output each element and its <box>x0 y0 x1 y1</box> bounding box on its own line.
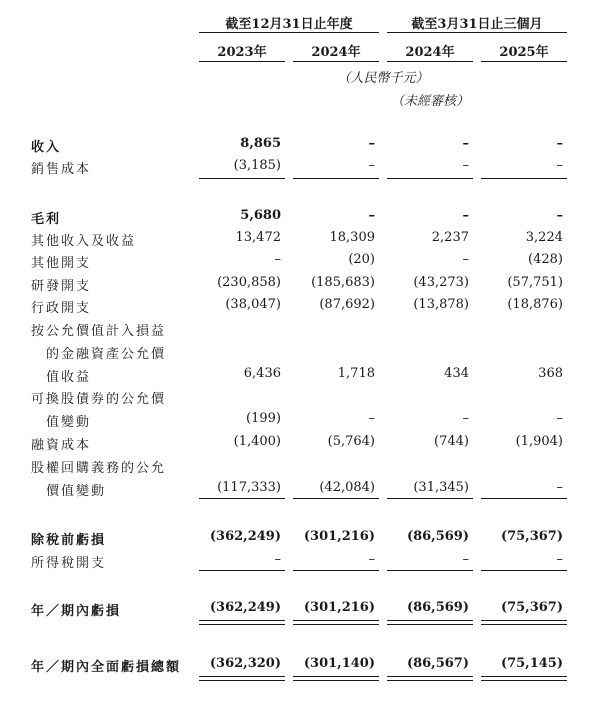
row-label-fvtpl-1: 按公允價值計入損益 <box>31 324 167 339</box>
cell: (20) <box>348 252 375 267</box>
cell: 368 <box>538 366 563 381</box>
row-label-gross-profit: 毛利 <box>31 212 62 227</box>
cell: 13,472 <box>235 230 281 245</box>
cell: – <box>556 136 563 151</box>
cell: (75,367) <box>500 529 563 544</box>
row-label-convertible-2: 值變動 <box>31 415 92 430</box>
cell: – <box>556 208 563 223</box>
cell: – <box>556 158 563 173</box>
row-label-finance-costs: 融資成本 <box>31 438 92 453</box>
subtotal-rule <box>387 178 473 179</box>
row-label-repurchase-2: 價值變動 <box>31 484 107 499</box>
row-label-revenue: 收入 <box>31 140 62 155</box>
header-group-year-rule <box>199 32 379 33</box>
subtotal-rule <box>199 498 285 499</box>
subtotal-rule <box>293 498 379 499</box>
cell: (42,084) <box>319 480 375 495</box>
cell: (362,320) <box>209 656 281 671</box>
cell: – <box>274 252 281 267</box>
cell: (57,751) <box>507 275 563 290</box>
cell: (744) <box>434 434 469 449</box>
cell: (230,858) <box>217 275 281 290</box>
row-label-rnd: 研發開支 <box>31 279 92 294</box>
cell: – <box>368 136 375 151</box>
cell: 1,718 <box>337 366 375 381</box>
cell: (86,569) <box>406 529 469 544</box>
total-double-rule <box>481 676 567 677</box>
total-double-rule <box>293 676 379 677</box>
col-header-2025: 2025年 <box>499 45 549 60</box>
cell: (301,216) <box>303 600 375 615</box>
total-double-rule <box>293 620 379 621</box>
subtotal-rule <box>387 570 473 571</box>
cell: – <box>462 158 469 173</box>
row-label-repurchase-1: 股權回購義務的公允 <box>31 461 167 476</box>
cell: (3,185) <box>233 158 281 173</box>
cell: – <box>368 552 375 567</box>
cell: (1,904) <box>515 434 563 449</box>
row-label-other-income: 其他收入及收益 <box>31 234 137 249</box>
header-group-quarter: 截至3月31日止三個月 <box>411 17 543 32</box>
subtotal-rule <box>387 498 473 499</box>
cell: 2,237 <box>431 230 469 245</box>
total-double-rule <box>199 624 285 625</box>
cell: – <box>462 208 469 223</box>
col-header-rule-4 <box>481 61 567 62</box>
subtotal-rule <box>293 570 379 571</box>
total-double-rule <box>199 620 285 621</box>
cell: (1,400) <box>233 434 281 449</box>
unit-label: （人民幣千元） <box>337 71 429 86</box>
unaudited-label: （未經審核） <box>390 94 469 109</box>
row-label-other-expenses: 其他開支 <box>31 256 92 271</box>
subtotal-rule <box>481 570 567 571</box>
total-double-rule <box>293 680 379 681</box>
cell: (87,692) <box>319 297 375 312</box>
col-header-rule-3 <box>387 61 473 62</box>
total-double-rule <box>481 680 567 681</box>
cell: – <box>368 158 375 173</box>
cell: 3,224 <box>525 230 563 245</box>
cell: (428) <box>528 252 563 267</box>
cell: – <box>462 252 469 267</box>
subtotal-rule <box>293 178 379 179</box>
cell: (362,249) <box>209 600 281 615</box>
cell: (185,683) <box>311 275 375 290</box>
subtotal-rule <box>481 178 567 179</box>
cell: – <box>556 411 563 426</box>
cell: 6,436 <box>243 366 281 381</box>
cell: 8,865 <box>240 136 281 151</box>
header-group-quarter-rule <box>387 32 567 33</box>
cell: 434 <box>444 366 469 381</box>
cell: – <box>462 136 469 151</box>
cell: (301,216) <box>303 529 375 544</box>
cell: (86,569) <box>406 600 469 615</box>
col-header-2024-year: 2024年 <box>311 45 361 60</box>
cell: – <box>274 552 281 567</box>
row-label-fvtpl-2: 的金融資產公允價 <box>31 347 167 362</box>
total-double-rule <box>199 676 285 677</box>
cell: 5,680 <box>240 208 281 223</box>
col-header-rule-2 <box>293 61 379 62</box>
cell: (5,764) <box>327 434 375 449</box>
col-header-2024-quarter: 2024年 <box>405 45 455 60</box>
cell: (117,333) <box>217 480 281 495</box>
cell: (86,567) <box>406 656 469 671</box>
row-label-loss-period: 年／期內虧損 <box>31 604 122 619</box>
total-double-rule <box>387 676 473 677</box>
row-label-loss-before-tax: 除稅前虧損 <box>31 533 107 548</box>
total-double-rule <box>387 680 473 681</box>
total-double-rule <box>199 680 285 681</box>
total-double-rule <box>387 624 473 625</box>
row-label-convertible-1: 可換股債券的公允價 <box>31 392 167 407</box>
cell: – <box>462 552 469 567</box>
cell: 18,309 <box>329 230 375 245</box>
cell: (75,145) <box>500 656 563 671</box>
cell: – <box>368 411 375 426</box>
cell: (31,345) <box>413 480 469 495</box>
cell: – <box>368 208 375 223</box>
row-label-admin: 行政開支 <box>31 301 92 316</box>
cell: – <box>462 411 469 426</box>
cell: (38,047) <box>225 297 281 312</box>
total-double-rule <box>481 620 567 621</box>
cell: (362,249) <box>209 529 281 544</box>
cell: (301,140) <box>303 656 375 671</box>
row-label-total-comprehensive-loss: 年／期內全面虧損總額 <box>31 660 182 675</box>
total-double-rule <box>387 620 473 621</box>
subtotal-rule <box>481 498 567 499</box>
cell: – <box>556 552 563 567</box>
col-header-2023: 2023年 <box>217 45 267 60</box>
subtotal-rule <box>199 178 285 179</box>
subtotal-rule <box>199 570 285 571</box>
total-double-rule <box>293 624 379 625</box>
cell: (199) <box>246 411 281 426</box>
col-header-rule-1 <box>199 61 285 62</box>
cell: (43,273) <box>413 275 469 290</box>
row-label-cost-of-sales: 銷售成本 <box>31 162 92 177</box>
row-label-income-tax: 所得稅開支 <box>31 556 107 571</box>
cell: (18,876) <box>507 297 563 312</box>
header-group-year: 截至12月31日止年度 <box>225 17 353 32</box>
cell: – <box>556 480 563 495</box>
cell: (13,878) <box>413 297 469 312</box>
row-label-fvtpl-3: 值收益 <box>31 370 92 385</box>
cell: (75,367) <box>500 600 563 615</box>
total-double-rule <box>481 624 567 625</box>
